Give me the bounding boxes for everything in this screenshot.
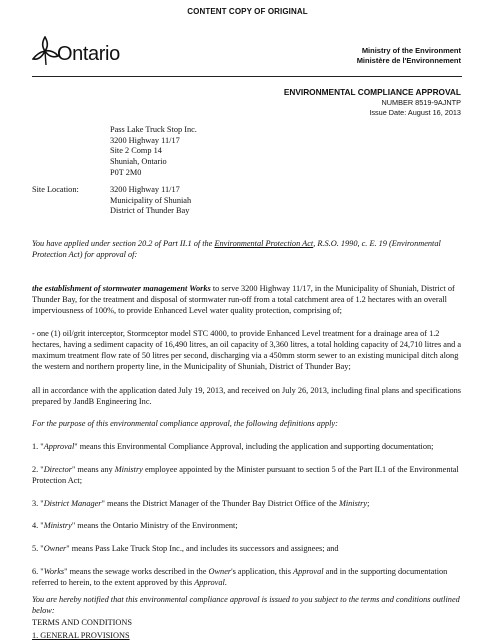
defined-term: Ministry: [43, 521, 72, 530]
definition-6: [32, 566, 462, 588]
trillium-icon: [32, 36, 60, 66]
defined-term: Approval: [293, 567, 324, 576]
ontario-wordmark: Ontario: [57, 43, 120, 65]
site-location-block: [110, 185, 191, 217]
ministry-name-en: Ministry of the Environment: [361, 46, 461, 55]
definition-text: " means this Environmental Compliance Approval, including the application and supporting documentation;: [74, 442, 434, 451]
definition-text: " means any: [71, 465, 115, 474]
defined-term: Approval: [43, 442, 75, 451]
defined-term: Owner: [43, 544, 67, 553]
ministry-name-fr: Ministère de l'Environnement: [356, 56, 461, 65]
section-1-heading: 1. GENERAL PROVISIONS: [32, 631, 130, 640]
defined-term: Ministry: [114, 465, 143, 474]
works-paragraph: [32, 283, 462, 316]
copy-banner: CONTENT COPY OF ORIGINAL: [187, 7, 308, 16]
defined-term: Owner: [208, 567, 232, 576]
definition-text: " means the Ontario Ministry of the Environment;: [71, 521, 238, 530]
definition-text: .: [224, 578, 227, 587]
definition-3: [32, 498, 462, 509]
approval-title: ENVIRONMENTAL COMPLIANCE APPROVAL: [283, 87, 461, 97]
definition-number: 3. ": [32, 499, 44, 508]
definition-number: 6. ": [32, 567, 44, 576]
definition-text: employee appointed by the Minister pursuant to section 5 of the Part II.1 of the Environmental Protection Act;: [32, 465, 459, 485]
definition-text: " means the sewage works described in the: [64, 567, 209, 576]
definitions-intro: For the purpose of this environmental compliance approval, the following definitions apply:: [32, 419, 338, 428]
definition-text: " means Pass Lake Truck Stop Inc., and includes its successors and assignees; and: [66, 544, 339, 553]
defined-term: Director: [43, 465, 72, 474]
interceptor-paragraph: - one (1) oil/grit interceptor, Stormceptor model STC 4000, to provide Enhanced Level treatment for a drainage area of 1.2 hectares, having a sediment capacity of 16,490 litres, an oil capacity of 3,360 litres, a total holding capacity of 24,710 litres and a maximum treatment flow rate of 50 litres per second, discharging via a 450mm storm sewer to an existing municipal ditch along the western and northern property line, in the Municipality of Shuniah, District of Thunder Bay;: [32, 329, 461, 371]
addressee-street: 3200 Highway 11/17: [110, 135, 180, 145]
addressee-name: Pass Lake Truck Stop Inc.: [110, 125, 197, 134]
addressee-postal: P0T 2M0: [110, 167, 142, 177]
intro-text-end: , R.S.O. 1990, c. E. 19 (Environmental Protection Act) for approval of:: [32, 239, 441, 259]
defined-term: Works: [43, 567, 65, 576]
epa-link[interactable]: Environmental Protection Act: [214, 239, 314, 248]
definition-text: and in the supporting documentation referred to herein, to the extent approved by this: [32, 567, 448, 587]
defined-term: Approval: [194, 578, 225, 587]
accordance-paragraph: all in accordance with the application dated July 19, 2013, and received on July 26, 2013, including final plans and specifications prepared by JandB Engineering Inc.: [32, 386, 462, 406]
notice-paragraph: You are hereby notified that this environmental compliance approval is issued to you subject to the terms and conditions outlined below:: [32, 595, 460, 615]
defined-term: Ministry: [338, 499, 368, 508]
definition-number: 2. ": [32, 465, 44, 474]
works-lead: the establishment of stormwater management Works: [32, 284, 211, 293]
site-street: 3200 Highway 11/17: [110, 185, 180, 194]
addressee-block: [110, 125, 197, 179]
ministry-header: [357, 46, 461, 66]
definition-2: [32, 464, 462, 486]
addressee-site: Site 2 Comp 14: [110, 146, 162, 156]
defined-term: District Manager: [43, 499, 102, 508]
site-location-label: Site Location:: [32, 185, 79, 194]
definition-text: ;: [367, 499, 370, 508]
definition-4: [32, 520, 462, 531]
header-divider: [32, 76, 462, 77]
addressee-city: Shuniah, Ontario: [110, 157, 167, 167]
intro-paragraph: [32, 238, 462, 260]
definition-text: " means the District Manager of the Thunder Bay District Office of the: [101, 499, 339, 508]
ontario-logo: [32, 36, 137, 70]
definition-number: 5. ": [32, 544, 44, 553]
definition-5: [32, 543, 462, 554]
definition-number: 1. ": [32, 442, 44, 451]
terms-heading: TERMS AND CONDITIONS: [32, 618, 133, 627]
definition-1: [32, 441, 462, 452]
site-district: District of Thunder Bay: [110, 206, 190, 216]
issue-date: Issue Date: August 16, 2013: [369, 108, 461, 117]
intro-text-start: You have applied under section 20.2 of Part II.1 of the: [32, 239, 215, 248]
site-municipality: Municipality of Shuniah: [110, 195, 192, 205]
approval-header: [284, 87, 461, 118]
works-text: to serve 3200 Highway 11/17, in the Municipality of Shuniah, District of Thunder Bay, for the treatment and disposal of stormwater run-off from a total catchment area of 1.2 hectares with an overall imperviousness of 100%, to provide Enhanced Level water quality protection, comprising of;: [32, 284, 455, 315]
definition-text: 's application, this: [231, 567, 293, 576]
definition-number: 4. ": [32, 521, 44, 530]
approval-number: NUMBER 8519-9AJNTP: [381, 98, 461, 107]
